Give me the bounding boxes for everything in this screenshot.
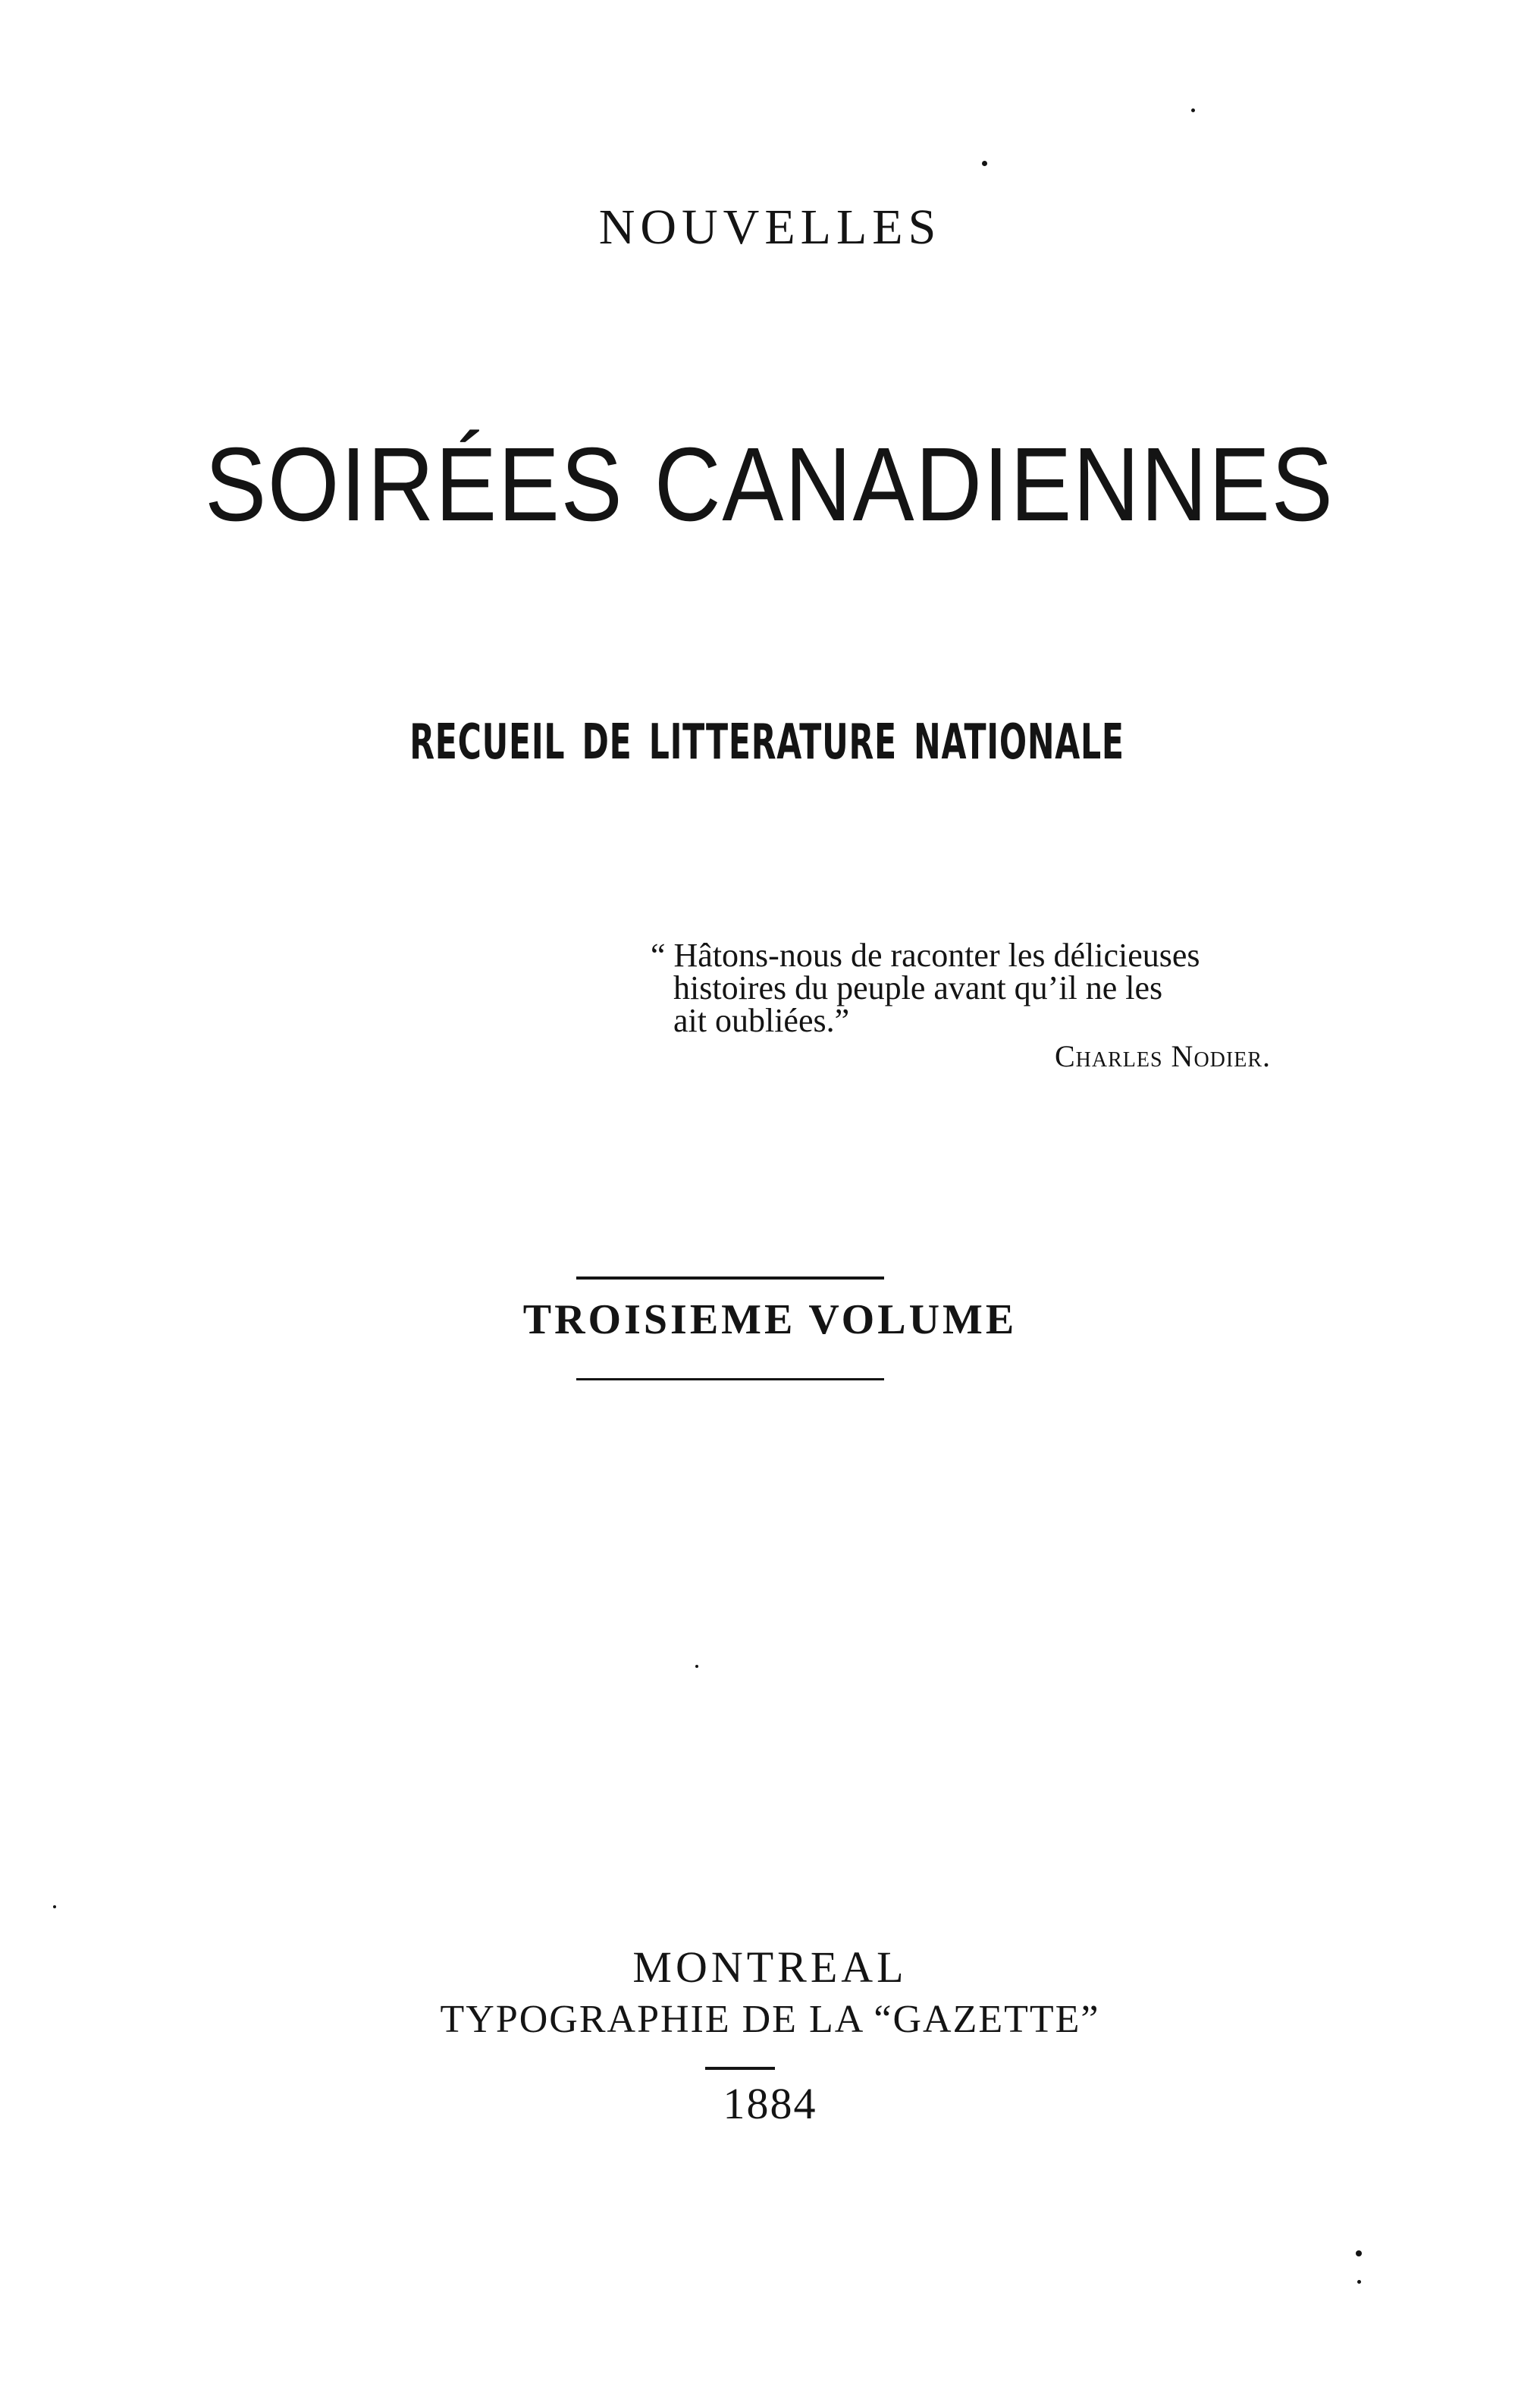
- volume-label: TROISIEME VOLUME: [522, 1296, 1018, 1343]
- imprint-printer: TYPOGRAPHIE DE LA “GAZETTE”: [440, 1998, 1100, 2041]
- subtitle-word-1: RECUEIL: [409, 714, 566, 771]
- series-prefix: NOUVELLES: [598, 199, 942, 255]
- subtitle-word-4: NATIONALE: [914, 714, 1124, 771]
- subtitle: [197, 714, 1337, 771]
- epigraph-line-3: ait oubliées.”: [673, 1002, 850, 1039]
- volume-rule-bottom: [576, 1378, 884, 1380]
- subtitle-word-2: DE: [582, 714, 632, 771]
- epigraph-author: Charles Nodier.: [1054, 1039, 1271, 1073]
- scan-speck: [1191, 108, 1195, 112]
- scan-speck: [1357, 2280, 1361, 2284]
- scan-speck: [982, 161, 987, 166]
- volume-rule-top: [576, 1277, 884, 1280]
- main-title-word-2: CANADIENNES: [654, 426, 1335, 543]
- subtitle-word-3: LITTERATURE: [648, 714, 897, 771]
- scan-speck: [1356, 2250, 1362, 2256]
- scan-speck: [53, 1905, 56, 1908]
- scan-speck: [695, 1665, 698, 1668]
- year-rule: [705, 2067, 775, 2070]
- main-title-word-1: SOIRÉES: [205, 426, 624, 543]
- imprint-city: MONTREAL: [632, 1942, 908, 1992]
- epigraph-line-2: histoires du peuple avant qu’il ne les: [673, 969, 1163, 1006]
- imprint-year: 1884: [723, 2079, 817, 2128]
- main-title: [92, 425, 1447, 545]
- epigraph: [651, 939, 1333, 1072]
- epigraph-line-1: “ Hâtons-nous de raconter les délicieuses: [651, 937, 1200, 974]
